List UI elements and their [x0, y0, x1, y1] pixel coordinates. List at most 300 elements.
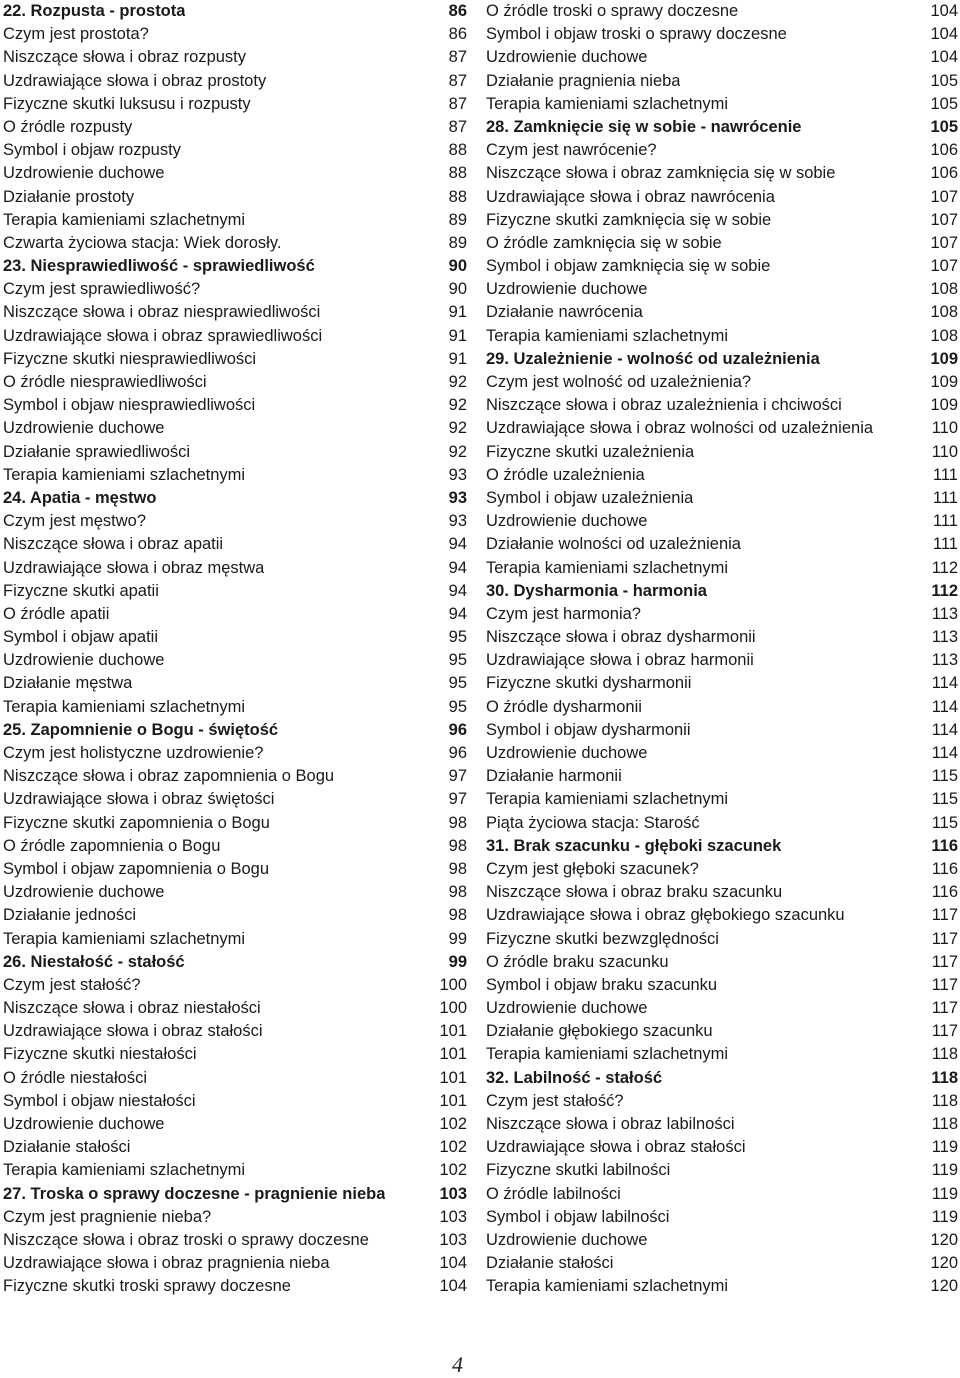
toc-entry-page: 99: [448, 952, 467, 971]
toc-entry-title: Uzdrowienie duchowe: [486, 1230, 648, 1249]
toc-entry: [3, 835, 467, 858]
toc-entry: [3, 788, 467, 811]
toc-entry: [3, 626, 467, 649]
toc-entry: [3, 696, 467, 719]
toc-entry-page: 98: [448, 859, 467, 878]
toc-entry-page: 112: [931, 581, 958, 600]
page-number: 4: [452, 1352, 463, 1377]
toc-entry-page: 117: [931, 999, 958, 1018]
toc-entry-title: Działanie wolności od uzależnienia: [486, 535, 741, 554]
toc-entry: [486, 325, 958, 348]
toc-entry: [486, 186, 958, 209]
toc-entry: [486, 0, 958, 23]
toc-entry: [486, 1113, 958, 1136]
toc-entry-page: 119: [931, 1138, 958, 1157]
toc-entry-page: 117: [931, 906, 958, 925]
toc-entry-title: Terapia kamieniami szlachetnymi: [486, 790, 729, 809]
toc-entry: [486, 696, 958, 719]
toc-entry-title: 32. Labilność - stałość: [486, 1068, 663, 1087]
toc-entry-page: 111: [932, 512, 958, 531]
toc-entry-page: 96: [448, 744, 467, 762]
toc-entry: [3, 1252, 467, 1275]
toc-entry-title: Terapia kamieniami szlachetnymi: [3, 1161, 246, 1180]
toc-entry-title: Działanie harmonii: [486, 767, 622, 786]
toc-column-left: [3, 0, 467, 1299]
toc-entry-title: Niszczące słowa i obraz rozpusty: [3, 48, 247, 67]
toc-entry-page: 95: [448, 628, 467, 647]
toc-entry: [3, 649, 467, 672]
toc-entry-title: Terapia kamieniami szlachetnymi: [3, 697, 246, 716]
toc-entry: [486, 533, 958, 556]
toc-entry: [3, 1275, 467, 1298]
toc-entry-page: 94: [448, 535, 467, 554]
toc-entry: [486, 510, 958, 533]
toc-entry-title: Fizyczne skutki apatii: [3, 581, 159, 600]
toc-entry-page: 106: [930, 141, 958, 160]
toc-entry-title: Czym jest stałość?: [486, 1091, 624, 1110]
toc-entry-page: 104: [930, 2, 958, 20]
toc-entry: [3, 974, 467, 997]
toc-entry-title: Uzdrowienie duchowe: [3, 651, 165, 670]
toc-chapter-heading: [486, 116, 958, 139]
toc-entry-title: Uzdrawiające słowa i obraz pragnienia nieba: [3, 1254, 330, 1273]
toc-entry-title: Uzdrawiające słowa i obraz sprawiedliwości: [3, 326, 323, 345]
toc-entry-title: Terapia kamieniami szlachetnymi: [486, 558, 729, 577]
toc-entry-page: 117: [931, 929, 958, 948]
toc-entry-page: 105: [930, 71, 958, 90]
toc-entry-page: 105: [930, 117, 958, 136]
toc-entry-page: 120: [930, 1230, 958, 1249]
toc-entry-title: Fizyczne skutki zapomnienia o Bogu: [3, 813, 270, 832]
toc-entry-title: Symbol i objaw apatii: [3, 628, 158, 647]
toc-entry-page: 118: [931, 1045, 958, 1064]
toc-entry: [486, 1252, 958, 1275]
toc-entry: [3, 441, 467, 464]
toc-entry-title: Czym jest holistyczne uzdrowienie?: [3, 744, 264, 762]
toc-entry-page: 101: [439, 1045, 467, 1064]
toc-entry: [486, 441, 958, 464]
toc-chapter-heading: [3, 951, 467, 974]
toc-chapter-heading: [486, 348, 958, 371]
toc-entry: [3, 1229, 467, 1252]
toc-entry: [3, 672, 467, 695]
toc-entry-page: 86: [448, 2, 467, 20]
toc-entry-page: 120: [930, 1277, 958, 1296]
toc-entry-title: 25. Zapomnienie o Bogu - świętość: [3, 720, 279, 739]
toc-entry: [486, 255, 958, 278]
toc-entry-title: 22. Rozpusta - prostota: [3, 2, 186, 20]
toc-entry-title: Terapia kamieniami szlachetnymi: [486, 326, 729, 345]
toc-entry-page: 109: [930, 349, 958, 368]
toc-entry-title: Czym jest stałość?: [3, 975, 141, 994]
toc-entry-title: Działanie pragnienia nieba: [486, 71, 681, 90]
toc-entry-title: Uzdrowienie duchowe: [3, 164, 165, 183]
toc-entry-title: 29. Uzależnienie - wolność od uzależnienia: [486, 349, 820, 368]
toc-entry-page: 91: [448, 303, 467, 322]
toc-entry-title: Czym jest pragnienie nieba?: [3, 1207, 212, 1226]
toc-entry: [3, 510, 467, 533]
toc-entry-title: Działanie stałości: [3, 1138, 131, 1157]
toc-entry-page: 111: [932, 535, 958, 554]
toc-entry: [3, 1113, 467, 1136]
toc-entry-page: 108: [930, 280, 958, 299]
toc-entry-page: 119: [931, 1207, 958, 1226]
toc-entry: [3, 533, 467, 556]
toc-entry: [486, 928, 958, 951]
toc-entry-page: 114: [931, 720, 958, 739]
toc-entry-title: Niszczące słowa i obraz uzależnienia i chciwości: [486, 396, 842, 415]
toc-entry: [3, 1159, 467, 1182]
toc-entry-page: 117: [931, 1022, 958, 1041]
toc-entry-page: 87: [448, 48, 467, 67]
toc-entry-page: 90: [448, 257, 467, 276]
toc-entry-title: O źródle zapomnienia o Bogu: [3, 836, 221, 855]
toc-entry-page: 112: [931, 558, 958, 577]
toc-entry: [3, 23, 467, 46]
toc-entry-title: 23. Niesprawiedliwość - sprawiedliwość: [3, 257, 315, 276]
toc-entry-page: 109: [930, 396, 958, 415]
toc-entry: [3, 557, 467, 580]
toc-entry-title: Działanie męstwa: [3, 674, 133, 693]
toc-entry-title: Uzdrawiające słowa i obraz stałości: [486, 1138, 746, 1157]
toc-entry-title: Czym jest męstwo?: [3, 512, 147, 531]
toc-entry: [3, 278, 467, 301]
toc-entry-page: 102: [439, 1161, 467, 1180]
toc-entry-page: 91: [448, 349, 467, 368]
toc-entry-title: Fizyczne skutki uzależnienia: [486, 442, 695, 461]
toc-entry-title: Symbol i objaw niesprawiedliwości: [3, 396, 256, 415]
toc-entry: [3, 116, 467, 139]
toc-entry-title: Terapia kamieniami szlachetnymi: [486, 1045, 729, 1064]
toc-entry: [3, 464, 467, 487]
toc-entry-page: 92: [448, 419, 467, 438]
toc-entry-page: 117: [931, 952, 958, 971]
toc-entry-page: 107: [930, 257, 958, 276]
toc-entry-title: Działanie prostoty: [3, 187, 135, 206]
toc-entry-title: Niszczące słowa i obraz apatii: [3, 535, 224, 554]
toc-entry: [3, 603, 467, 626]
toc-entry-page: 99: [448, 929, 467, 948]
toc-entry-page: 92: [448, 373, 467, 391]
toc-entry-page: 113: [931, 628, 958, 647]
toc-entry-page: 107: [930, 187, 958, 206]
toc-entry-page: 93: [448, 512, 467, 531]
toc-entry: [3, 1020, 467, 1043]
toc-entry-title: O źródle niesprawiedliwości: [3, 373, 207, 391]
toc-entry: [3, 1206, 467, 1229]
toc-entry-page: 103: [439, 1184, 467, 1203]
toc-entry: [3, 580, 467, 603]
toc-entry-page: 101: [439, 1068, 467, 1087]
toc-entry-page: 107: [930, 233, 958, 252]
toc-entry-page: 98: [448, 813, 467, 832]
toc-entry-title: Niszczące słowa i obraz dysharmonii: [486, 628, 756, 647]
toc-entry-page: 116: [931, 859, 958, 878]
toc-entry-page: 102: [439, 1115, 467, 1133]
toc-entry-title: Czwarta życiowa stacja: Wiek dorosły.: [3, 233, 282, 252]
toc-entry: [486, 626, 958, 649]
toc-entry: [3, 812, 467, 835]
toc-entry-page: 114: [931, 744, 958, 762]
toc-entry-title: Działanie nawrócenia: [486, 303, 643, 322]
toc-entry-page: 115: [931, 767, 958, 786]
toc-entry-page: 100: [439, 975, 467, 994]
toc-entry-title: Fizyczne skutki dysharmonii: [486, 674, 692, 693]
toc-entry: [486, 951, 958, 974]
toc-entry-page: 95: [448, 674, 467, 693]
toc-entry: [486, 788, 958, 811]
toc-entry-page: 117: [931, 975, 958, 994]
toc-entry: [3, 1136, 467, 1159]
toc-entry-page: 107: [930, 210, 958, 229]
toc-entry-page: 119: [931, 1161, 958, 1180]
toc-entry-page: 94: [448, 604, 467, 623]
toc-entry-title: Symbol i objaw zapomnienia o Bogu: [3, 859, 269, 878]
toc-entry: [486, 649, 958, 672]
toc-entry-title: Uzdrowienie duchowe: [486, 280, 648, 299]
toc-entry: [3, 765, 467, 788]
toc-entry: [486, 1183, 958, 1206]
toc-entry-title: Uzdrawiające słowa i obraz nawrócenia: [486, 187, 775, 206]
toc-entry-title: Uzdrawiające słowa i obraz głębokiego szacunku: [486, 906, 845, 925]
toc-entry-page: 105: [930, 94, 958, 113]
toc-entry: [3, 209, 467, 232]
toc-entry: [486, 904, 958, 927]
toc-entry-page: 93: [448, 465, 467, 484]
toc-entry-page: 95: [448, 697, 467, 716]
toc-entry-title: O źródle uzależnienia: [486, 465, 645, 484]
toc-entry-title: Niszczące słowa i obraz troski o sprawy doczesne: [3, 1230, 369, 1249]
toc-entry: [486, 1020, 958, 1043]
toc-entry-title: Czym jest prostota?: [3, 25, 149, 44]
toc-entry: [486, 278, 958, 301]
toc-entry-title: Uzdrowienie duchowe: [486, 744, 648, 762]
toc-chapter-heading: [3, 487, 467, 510]
toc-entry-title: Działanie sprawiedliwości: [3, 442, 191, 461]
toc-entry-title: Fizyczne skutki niestałości: [3, 1045, 197, 1064]
toc-entry-page: 88: [448, 164, 467, 183]
toc-entry: [486, 1275, 958, 1298]
toc-entry: [486, 881, 958, 904]
toc-entry-page: 119: [931, 1184, 958, 1203]
toc-entry-page: 101: [439, 1091, 467, 1110]
toc-entry-page: 110: [931, 442, 958, 461]
toc-entry-page: 104: [930, 48, 958, 67]
toc-entry-page: 102: [439, 1138, 467, 1157]
toc-entry: [3, 162, 467, 185]
toc-entry-title: Symbol i objaw braku szacunku: [486, 975, 718, 994]
toc-entry: [3, 348, 467, 371]
toc-entry-title: Terapia kamieniami szlachetnymi: [486, 94, 729, 113]
toc-entry: [486, 1090, 958, 1113]
toc-entry-page: 97: [448, 767, 467, 786]
toc-entry-title: Działanie głębokiego szacunku: [486, 1022, 713, 1041]
toc-entry: [486, 719, 958, 742]
toc-entry: [3, 1090, 467, 1113]
toc-entry-page: 100: [439, 999, 467, 1018]
toc-entry-page: 108: [930, 326, 958, 345]
toc-entry-page: 93: [448, 488, 467, 507]
toc-entry-title: O źródle apatii: [3, 604, 110, 623]
toc-entry-title: Uzdrowienie duchowe: [486, 999, 648, 1018]
toc-entry: [486, 997, 958, 1020]
toc-entry-title: Uzdrowienie duchowe: [486, 48, 648, 67]
toc-entry-title: Uzdrawiające słowa i obraz męstwa: [3, 558, 265, 577]
toc-entry-page: 86: [448, 25, 467, 44]
toc-entry: [486, 139, 958, 162]
toc-entry: [3, 301, 467, 324]
toc-entry: [3, 881, 467, 904]
toc-entry-page: 118: [931, 1115, 958, 1133]
toc-entry-page: 120: [930, 1254, 958, 1273]
toc-entry-title: Niszczące słowa i obraz niesprawiedliwości: [3, 303, 321, 322]
toc-entry-page: 96: [448, 720, 467, 739]
toc-entry: [486, 1229, 958, 1252]
toc-entry: [3, 742, 467, 765]
toc-entry-page: 113: [931, 651, 958, 670]
toc-entry-title: Symbol i objaw rozpusty: [3, 141, 181, 160]
toc-entry: [486, 1206, 958, 1229]
toc-entry-page: 104: [439, 1254, 467, 1273]
toc-entry: [3, 1043, 467, 1066]
toc-entry-title: Uzdrawiające słowa i obraz harmonii: [486, 651, 754, 670]
toc-entry-title: O źródle niestałości: [3, 1068, 147, 1087]
toc-entry: [3, 46, 467, 69]
toc-entry: [3, 371, 467, 394]
toc-entry-title: Terapia kamieniami szlachetnymi: [3, 465, 246, 484]
toc-chapter-heading: [486, 1067, 958, 1090]
toc-entry-page: 110: [931, 419, 958, 438]
toc-entry-page: 109: [930, 373, 958, 391]
toc-entry-page: 114: [931, 674, 958, 693]
toc-entry: [486, 417, 958, 440]
toc-entry-title: 27. Troska o sprawy doczesne - pragnienie nieba: [3, 1184, 386, 1203]
toc-entry-page: 98: [448, 883, 467, 902]
toc-entry-title: Czym jest harmonia?: [486, 604, 641, 623]
toc-entry-title: Uzdrawiające słowa i obraz wolności od uzależnienia: [486, 419, 874, 438]
toc-entry-title: Piąta życiowa stacja: Starość: [486, 813, 700, 832]
toc-entry-title: O źródle zamknięcia się w sobie: [486, 233, 722, 252]
toc-entry-title: Uzdrawiające słowa i obraz świętości: [3, 790, 275, 809]
toc-entry-title: Uzdrowienie duchowe: [486, 512, 648, 531]
toc-entry-title: Niszczące słowa i obraz braku szacunku: [486, 883, 783, 902]
toc-entry-page: 104: [439, 1277, 467, 1296]
toc-entry-title: Czym jest nawrócenie?: [486, 141, 657, 160]
toc-entry: [486, 371, 958, 394]
toc-entry: [3, 394, 467, 417]
toc-entry-page: 111: [932, 465, 958, 484]
toc-entry-title: Uzdrawiające słowa i obraz prostoty: [3, 71, 267, 90]
toc-entry: [486, 742, 958, 765]
toc-entry-page: 106: [930, 164, 958, 183]
toc-entry: [486, 672, 958, 695]
toc-entry-page: 95: [448, 651, 467, 670]
toc-entry-title: Uzdrawiające słowa i obraz stałości: [3, 1022, 263, 1041]
toc-entry-title: Działanie stałości: [486, 1254, 614, 1273]
toc-entry-title: Fizyczne skutki niesprawiedliwości: [3, 349, 257, 368]
toc-entry-title: Terapia kamieniami szlachetnymi: [3, 210, 246, 229]
toc-entry-page: 114: [931, 697, 958, 716]
toc-entry-page: 97: [448, 790, 467, 809]
toc-entry-title: Działanie jedności: [3, 906, 136, 925]
toc-entry-title: 31. Brak szacunku - głęboki szacunek: [486, 836, 782, 855]
toc-entry-title: Uzdrowienie duchowe: [3, 419, 165, 438]
toc-chapter-heading: [3, 0, 467, 23]
toc-entry: [3, 139, 467, 162]
toc-entry: [486, 46, 958, 69]
toc-entry-title: Niszczące słowa i obraz zapomnienia o Bogu: [3, 767, 335, 786]
toc-entry: [486, 858, 958, 881]
toc-entry-title: Fizyczne skutki zamknięcia się w sobie: [486, 210, 772, 229]
toc-entry-title: Niszczące słowa i obraz labilności: [486, 1115, 735, 1133]
toc-entry: [486, 1136, 958, 1159]
toc-entry-title: Fizyczne skutki labilności: [486, 1161, 671, 1180]
toc-entry-title: Uzdrowienie duchowe: [3, 1115, 165, 1133]
toc-entry-title: Symbol i objaw labilności: [486, 1207, 670, 1226]
toc-entry: [486, 1043, 958, 1066]
toc-entry-title: O źródle dysharmonii: [486, 697, 642, 716]
toc-chapter-heading: [486, 835, 958, 858]
toc-entry: [486, 812, 958, 835]
toc-entry-page: 103: [439, 1230, 467, 1249]
toc-entry-title: Czym jest sprawiedliwość?: [3, 280, 201, 299]
toc-entry: [3, 70, 467, 93]
toc-entry: [3, 904, 467, 927]
toc-entry-title: O źródle troski o sprawy doczesne: [486, 2, 739, 20]
toc-entry-title: Niszczące słowa i obraz niestałości: [3, 999, 261, 1018]
toc-entry-title: Symbol i objaw dysharmonii: [486, 720, 691, 739]
toc-entry: [486, 487, 958, 510]
toc-entry-page: 92: [448, 396, 467, 415]
toc-entry-page: 88: [448, 187, 467, 206]
toc-chapter-heading: [3, 719, 467, 742]
toc-entry-page: 91: [448, 326, 467, 345]
toc-chapter-heading: [3, 255, 467, 278]
toc-entry: [3, 1067, 467, 1090]
toc-entry-title: Fizyczne skutki luksusu i rozpusty: [3, 94, 251, 113]
toc-entry-title: Uzdrowienie duchowe: [3, 883, 165, 902]
toc-entry-title: Czym jest wolność od uzależnienia?: [486, 373, 752, 391]
toc-entry-title: Czym jest głęboki szacunek?: [486, 859, 699, 878]
toc-entry-page: 104: [930, 25, 958, 44]
toc-entry-title: 26. Niestałość - stałość: [3, 952, 185, 971]
toc-entry-page: 98: [448, 836, 467, 855]
toc-entry-title: Symbol i objaw troski o sprawy doczesne: [486, 25, 787, 44]
toc-entry: [3, 325, 467, 348]
toc-entry-title: Fizyczne skutki bezwzględności: [486, 929, 719, 948]
toc-entry-title: Symbol i objaw niestałości: [3, 1091, 196, 1110]
toc-entry-page: 87: [448, 71, 467, 90]
toc-entry: [486, 1159, 958, 1182]
toc-entry-title: O źródle braku szacunku: [486, 952, 669, 971]
toc-entry: [486, 232, 958, 255]
toc-entry-title: Niszczące słowa i obraz zamknięcia się w sobie: [486, 164, 836, 183]
toc-entry: [486, 162, 958, 185]
toc-entry-page: 89: [448, 233, 467, 252]
toc-entry-page: 103: [439, 1207, 467, 1226]
toc-entry: [3, 232, 467, 255]
toc-chapter-heading: [486, 580, 958, 603]
toc-entry-page: 111: [932, 488, 958, 507]
toc-entry: [486, 765, 958, 788]
toc-entry: [3, 928, 467, 951]
toc-entry-page: 88: [448, 141, 467, 160]
toc-entry: [486, 603, 958, 626]
toc-entry: [486, 301, 958, 324]
toc-entry-title: O źródle labilności: [486, 1184, 621, 1203]
toc-entry-title: O źródle rozpusty: [3, 117, 133, 136]
toc-entry: [486, 394, 958, 417]
